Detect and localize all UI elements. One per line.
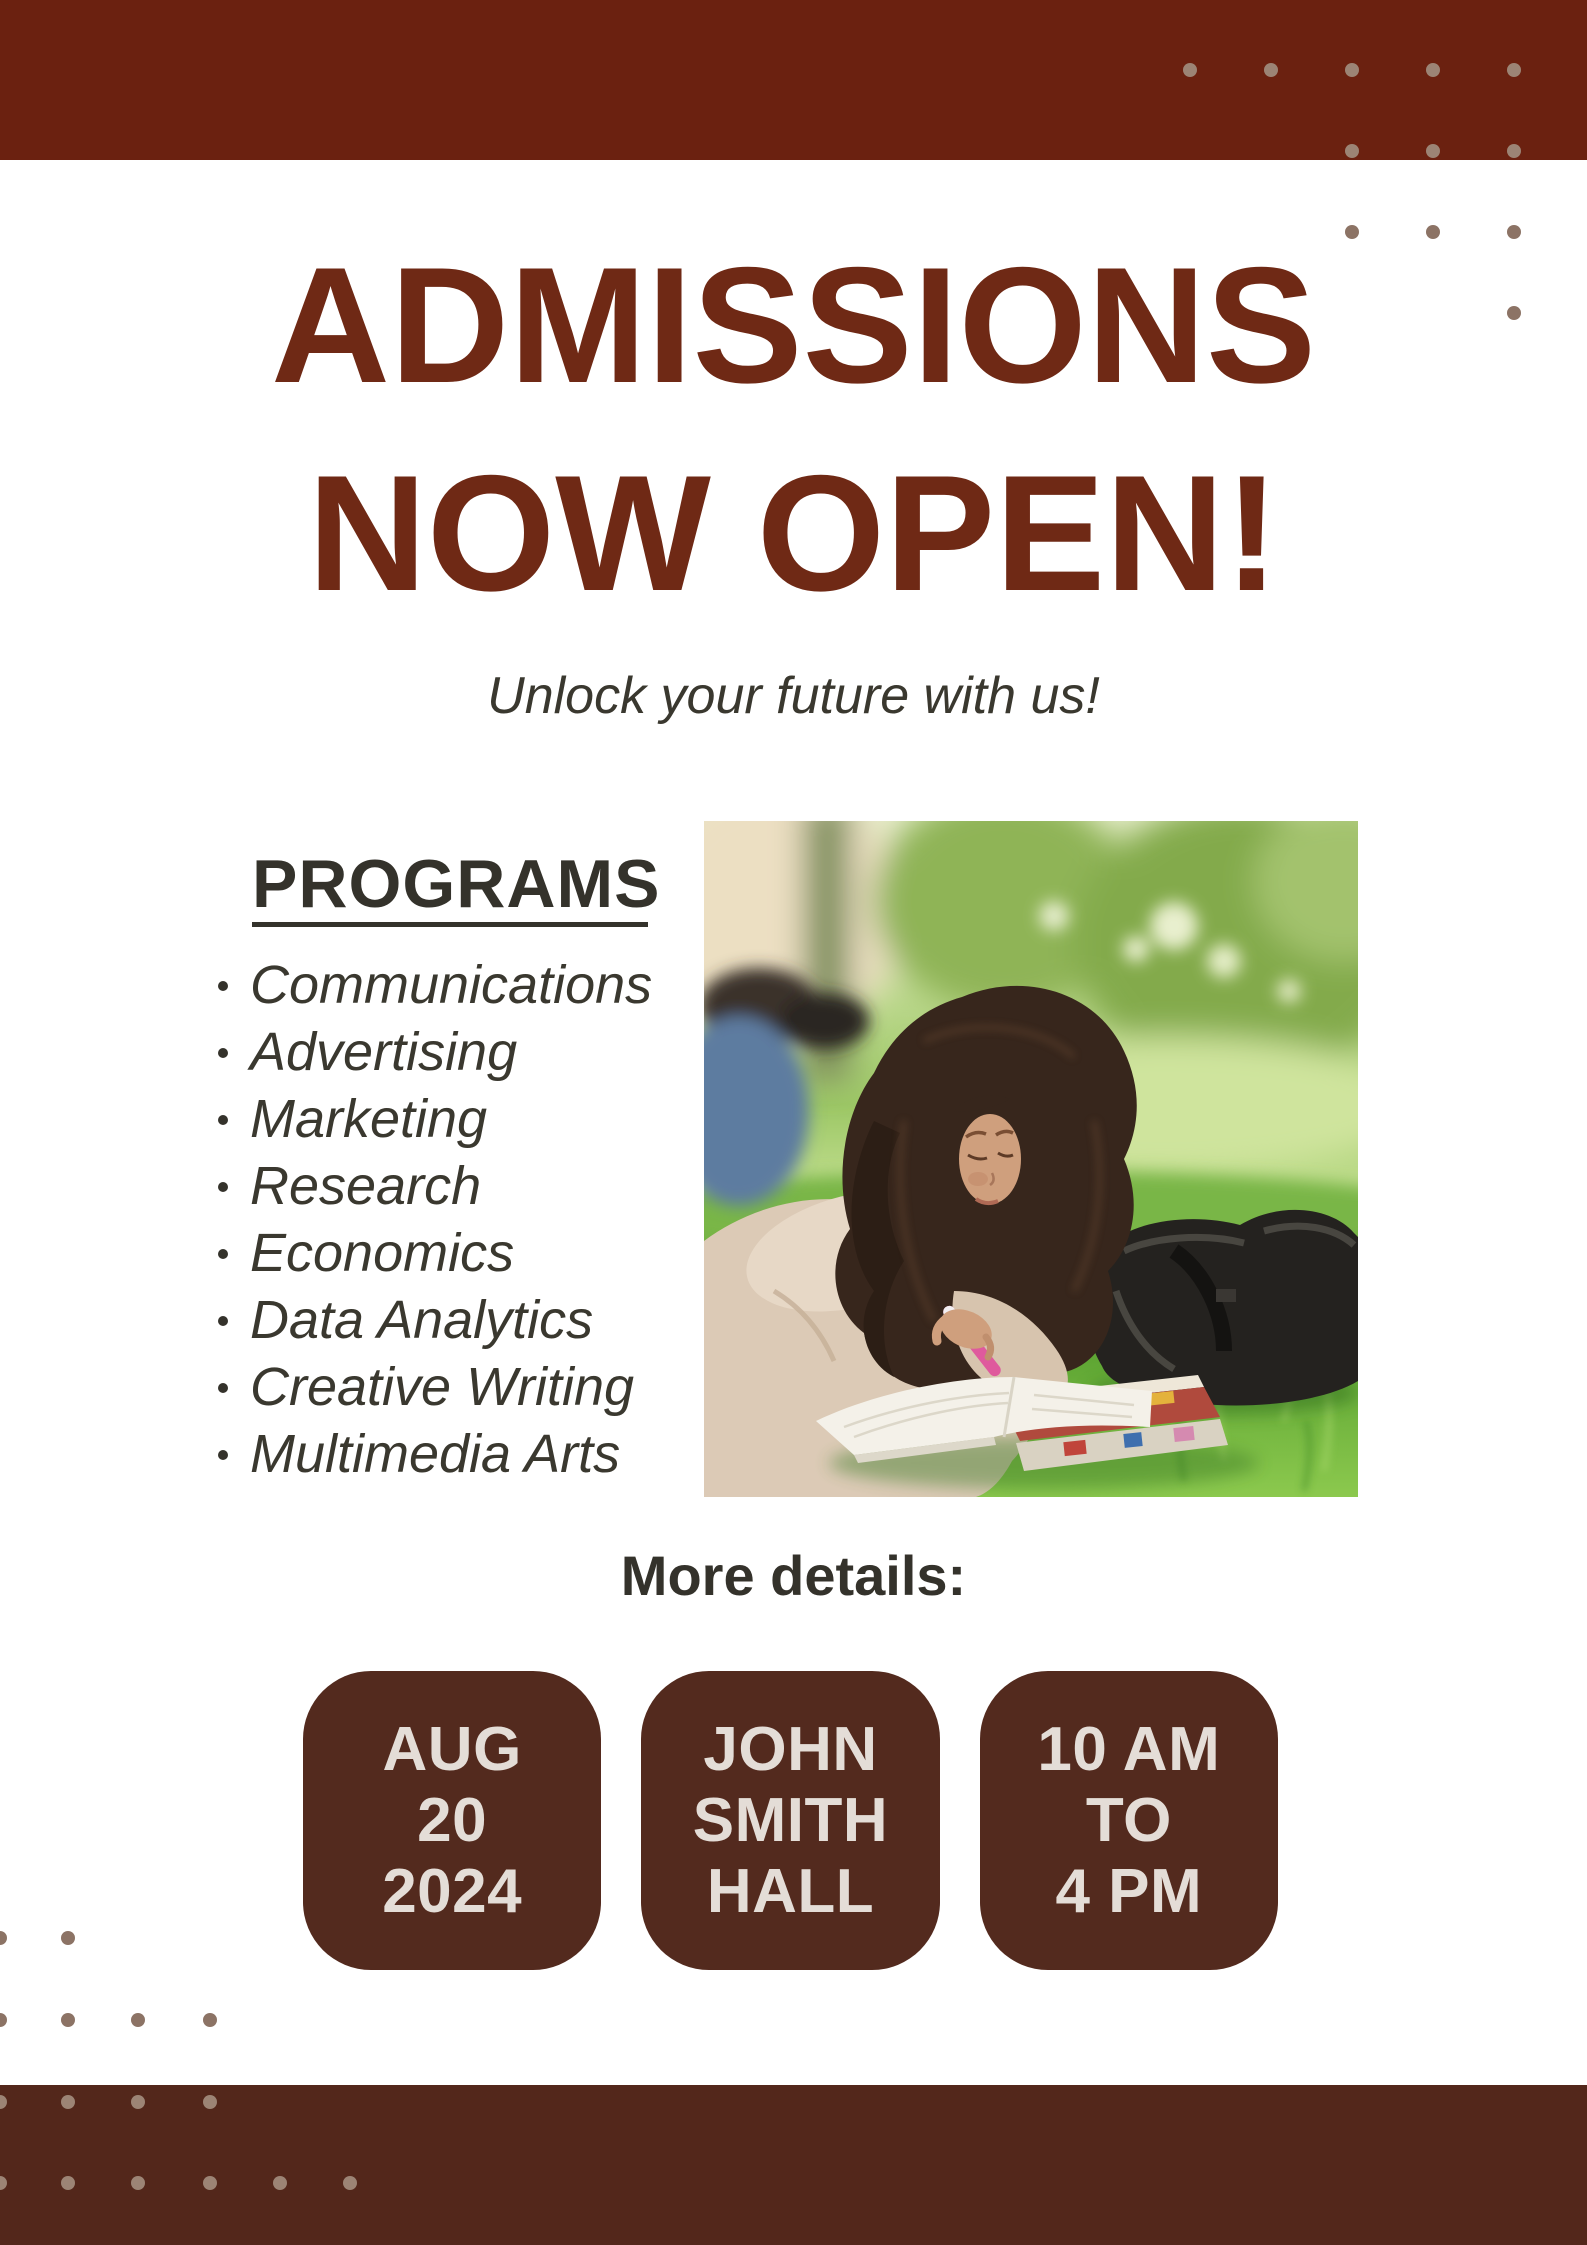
bottom-band: [0, 2085, 1587, 2245]
program-list-item: [214, 1421, 652, 1488]
decor-dot: [61, 2176, 75, 2190]
detail-line: AUG: [382, 1715, 522, 1784]
detail-box-venue: [641, 1671, 939, 1970]
decor-dot: [1507, 144, 1521, 158]
decor-dot: [1345, 63, 1359, 77]
bullet-icon: [218, 1182, 228, 1192]
program-name: Advertising: [250, 1022, 518, 1082]
programs-heading: PROGRAMS: [252, 846, 661, 922]
detail-line: HALL: [706, 1857, 875, 1926]
detail-line: 4 PM: [1055, 1857, 1203, 1926]
program-list-item: [214, 1220, 652, 1287]
bullet-icon: [218, 1450, 228, 1460]
detail-line: JOHN: [703, 1715, 878, 1784]
poster-subtitle: Unlock your future with us!: [487, 667, 1100, 725]
program-name: Data Analytics: [250, 1290, 594, 1350]
decor-dot: [1345, 225, 1359, 239]
decor-dot: [61, 2013, 75, 2027]
poster-title-line2: NOW OPEN!: [307, 441, 1280, 625]
program-list-item: [214, 1354, 652, 1421]
details-row: [303, 1671, 1278, 1970]
decor-dot: [1507, 225, 1521, 239]
program-list-item: [214, 952, 652, 1019]
program-name: Creative Writing: [250, 1357, 635, 1417]
top-banner: [0, 0, 1587, 160]
decor-dot: [61, 2095, 75, 2109]
poster-title-line1: ADMISSIONS: [270, 233, 1317, 417]
decor-dot: [61, 1931, 75, 1945]
programs-list: [214, 952, 652, 1488]
decor-dot: [343, 2176, 357, 2190]
bullet-icon: [218, 1115, 228, 1125]
decor-dot: [203, 2013, 217, 2027]
bullet-icon: [218, 1316, 228, 1326]
decor-dot: [1426, 225, 1440, 239]
program-name: Research: [250, 1156, 482, 1216]
decor-dot: [0, 2013, 7, 2027]
detail-box-time: [980, 1671, 1278, 1970]
decor-dot: [203, 2176, 217, 2190]
decor-dot: [131, 2013, 145, 2027]
decor-dot: [203, 2095, 217, 2109]
program-name: Economics: [250, 1223, 515, 1283]
decor-dot: [131, 2095, 145, 2109]
decor-dot: [1426, 144, 1440, 158]
program-list-item: [214, 1287, 652, 1354]
decor-dot: [1264, 63, 1278, 77]
programs-heading-underline: [252, 922, 648, 927]
detail-line: 20: [417, 1786, 488, 1855]
detail-line: TO: [1085, 1786, 1172, 1855]
program-list-item: [214, 1153, 652, 1220]
bullet-icon: [218, 1048, 228, 1058]
decor-dot: [131, 2176, 145, 2190]
program-name: Communications: [250, 955, 653, 1015]
detail-line: 2024: [382, 1857, 523, 1926]
detail-line: SMITH: [692, 1786, 889, 1855]
bullet-icon: [218, 1383, 228, 1393]
program-name: Marketing: [250, 1089, 488, 1149]
decor-dot: [0, 1931, 7, 1945]
student-photo: [704, 821, 1358, 1497]
bullet-icon: [218, 1249, 228, 1259]
program-list-item: [214, 1086, 652, 1153]
program-list-item: [214, 1019, 652, 1086]
detail-line: 10 AM: [1037, 1715, 1221, 1784]
decor-dot: [1345, 144, 1359, 158]
detail-box-date: [303, 1671, 601, 1970]
program-name: Multimedia Arts: [250, 1424, 621, 1484]
decor-dot: [1183, 63, 1197, 77]
decor-dot: [273, 2176, 287, 2190]
bullet-icon: [218, 981, 228, 991]
decor-dot: [1507, 63, 1521, 77]
student-photo-illustration: [704, 821, 1358, 1497]
details-heading: More details:: [620, 1544, 967, 1607]
decor-dot: [1426, 63, 1440, 77]
